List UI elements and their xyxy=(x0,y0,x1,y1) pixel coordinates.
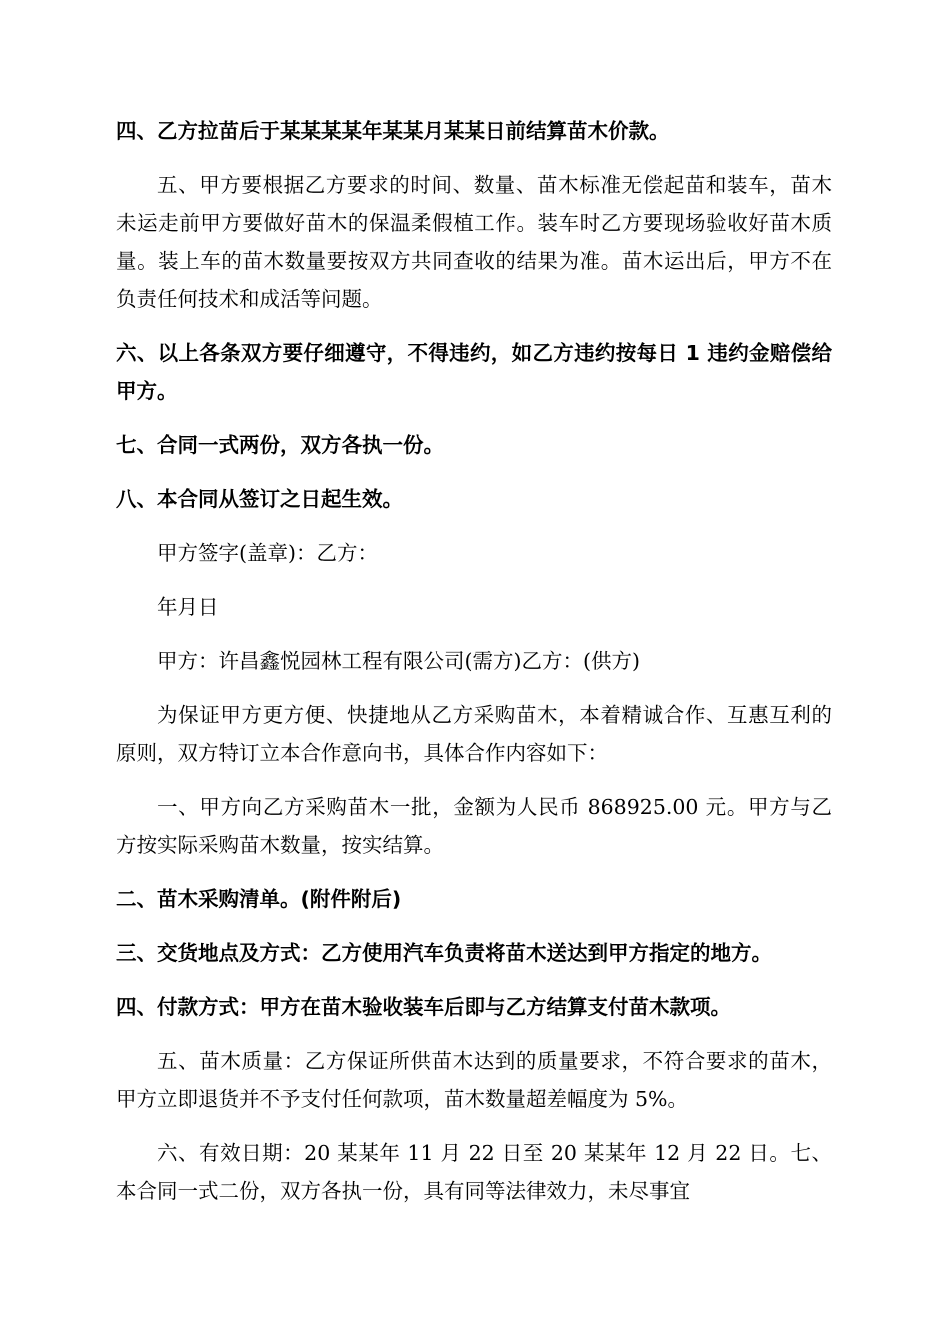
date-line: 年月日 xyxy=(157,595,219,619)
item-6-validity: 六、有效日期：20 某某年 11 月 22 日至 20 某某年 12 月 22 日。七、本合同一式二份，双方各执一份，具有同等法律效力，未尽事宜 xyxy=(116,1141,832,1203)
clause-8-effective: 八、本合同从签订之日起生效。 xyxy=(116,487,403,511)
document-body xyxy=(116,112,832,1226)
clause-6-penalty: 六、以上各条双方要仔细遵守，不得违约，如乙方违约按每日 1 违约金赔偿给甲方。 xyxy=(116,341,832,403)
clause-5-loading: 五、甲方要根据乙方要求的时间、数量、苗木标准无偿起苗和装车，苗木未运走前甲方要做好苗木的保温柔假植工作。装车时乙方要现场验收好苗木质量。装上车的苗木数量要按双方共同查收的结果为准。苗木运出后，甲方不在负责任何技术和成活等问题。 xyxy=(116,173,832,311)
intro-paragraph: 为保证甲方更方便、快捷地从乙方采购苗木，本着精诚合作、互惠互利的原则，双方特订立本合作意向书，具体合作内容如下： xyxy=(116,703,832,765)
clause-7-copies: 七、合同一式两份，双方各执一份。 xyxy=(116,433,444,457)
item-2-list: 二、苗木采购清单。(附件附后) xyxy=(116,887,402,911)
signature-line: 甲方签字(盖章)：乙方： xyxy=(157,541,378,565)
item-1-purchase: 一、甲方向乙方采购苗木一批，金额为人民币 868925.00 元。甲方与乙方按实际采购苗木数量，按实结算。 xyxy=(116,795,832,857)
item-3-delivery: 三、交货地点及方式：乙方使用汽车负责将苗木送达到甲方指定的地方。 xyxy=(116,941,772,965)
clause-4-settlement: 四、乙方拉苗后于某某某某年某某月某某日前结算苗木价款。 xyxy=(116,119,670,143)
item-5-quality: 五、苗木质量：乙方保证所供苗木达到的质量要求，不符合要求的苗木，甲方立即退货并不予支付任何款项，苗木数量超差幅度为 5%。 xyxy=(116,1049,832,1111)
parties-line: 甲方：许昌鑫悦园林工程有限公司(需方)乙方：(供方) xyxy=(157,649,640,673)
item-4-payment: 四、付款方式：甲方在苗木验收装车后即与乙方结算支付苗木款项。 xyxy=(116,995,731,1019)
